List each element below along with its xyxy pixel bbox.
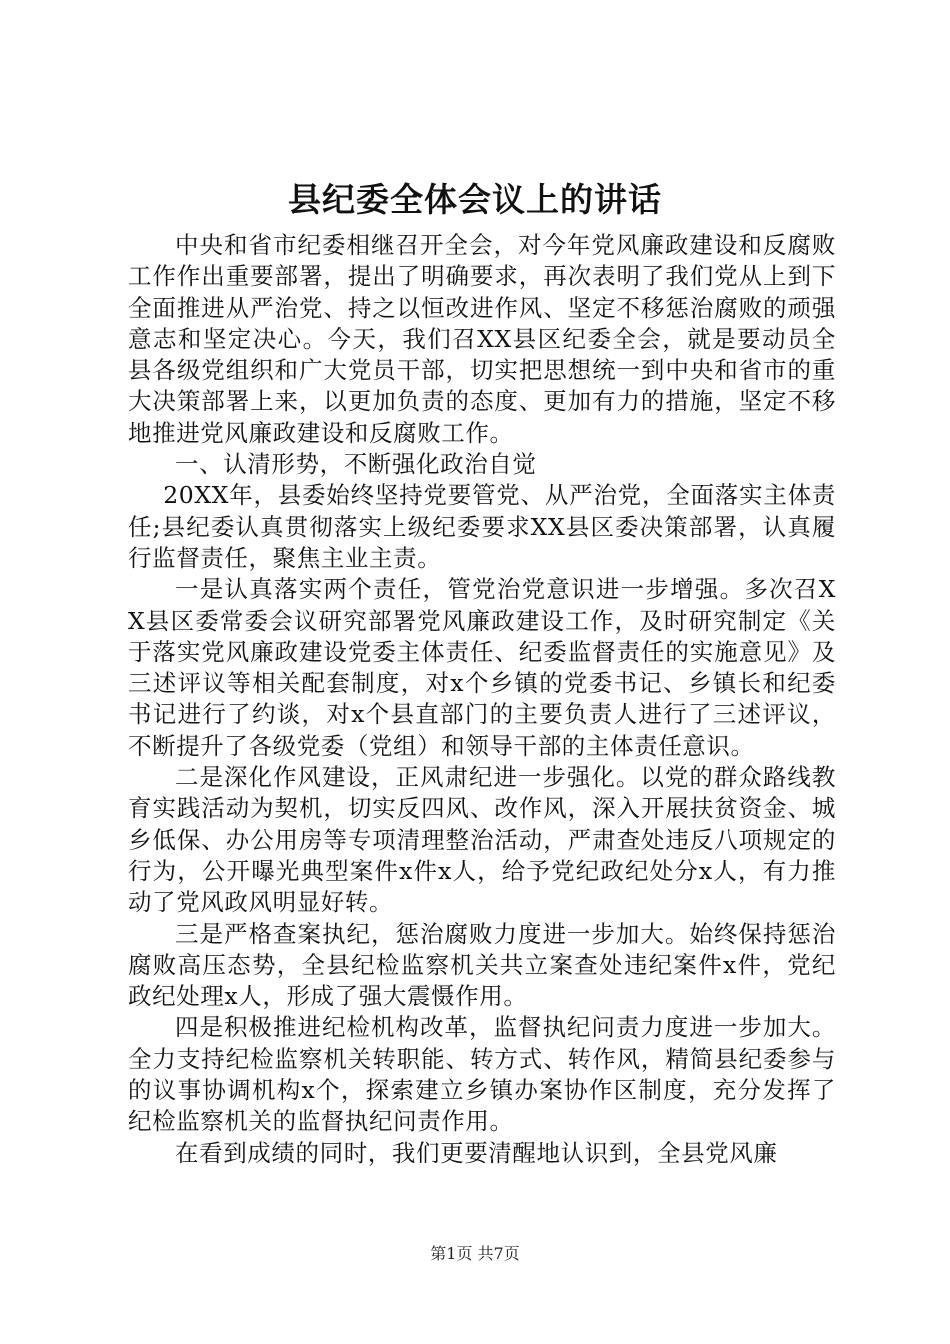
paragraph-point-4: 四是积极推进纪检机构改革，监督执纪问责力度进一步加大。全力支持纪检监察机关转职能、转方式、转作风，精简县纪委参与的议事协调机构x个，探索建立乡镇办案协作区制度，充分发挥了纪检监察机关的监督执纪问责作用。 (128, 1013, 836, 1136)
document-title: 县纪委全体会议上的讲话 (288, 180, 662, 219)
paragraph-continuation: 在看到成绩的同时，我们更要清醒地认识到，全县党风廉 (175, 1138, 778, 1167)
page-number-footer: 第1页 共7页 (430, 1244, 520, 1263)
paragraph-intro: 中央和省市纪委相继召开全会，对今年党风廉政建设和反腐败工作作出重要部署，提出了明确要求，再次表明了我们党从上到下全面推进从严治党、持之以恒改进作风、坚定不移惩治腐败的顽强意志和坚定决心。今天，我们召XX县区纪委全会，就是要动员全县各级党组织和广大党员干部，切实把思想统一到中央和省市的重大决策部署上来，以更加负责的态度、更加有力的措施，坚定不移地推进党风廉政建设和反腐败工作。 (128, 231, 836, 447)
paragraph-point-2: 二是深化作风建设，正风肃纪进一步强化。以党的群众路线教育实践活动为契机，切实反四风、改作风，深入开展扶贫资金、城乡低保、办公用房等专项清理整治活动，严肃查处违反八项规定的行为，公开曝光典型案件x件x人，给予党纪政纪处分x人，有力推动了党风政风明显好转。 (128, 763, 836, 917)
document-body (128, 230, 836, 1169)
paragraph-point-3: 三是严格查案执纪，惩治腐败力度进一步加大。始终保持惩治腐败高压态势，全县纪检监察机关共立案查处违纪案件x件，党纪政纪处理x人，形成了强大震慑作用。 (128, 919, 836, 1011)
section-heading-1: 一、认清形势，不断强化政治自觉 (175, 450, 537, 479)
paragraph-summary: 20XX年，县委始终坚持党要管党、从严治党，全面落实主体责任;县纪委认真贯彻落实上级纪委要求XX县区委决策部署，认真履行监督责任，聚焦主业主责。 (128, 481, 836, 572)
paragraph-point-1: 一是认真落实两个责任，管党治党意识进一步增强。多次召XX县区委常委会议研究部署党风廉政建设工作，及时研究制定《关于落实党风廉政建设党委主体责任、纪委监督责任的实施意见》及三述评议等相关配套制度，对x个乡镇的党委书记、乡镇长和纪委书记进行了约谈，对x个县直部门的主要负责人进行了三述评议，不断提升了各级党委（党组）和领导干部的主体责任意识。 (128, 575, 836, 760)
